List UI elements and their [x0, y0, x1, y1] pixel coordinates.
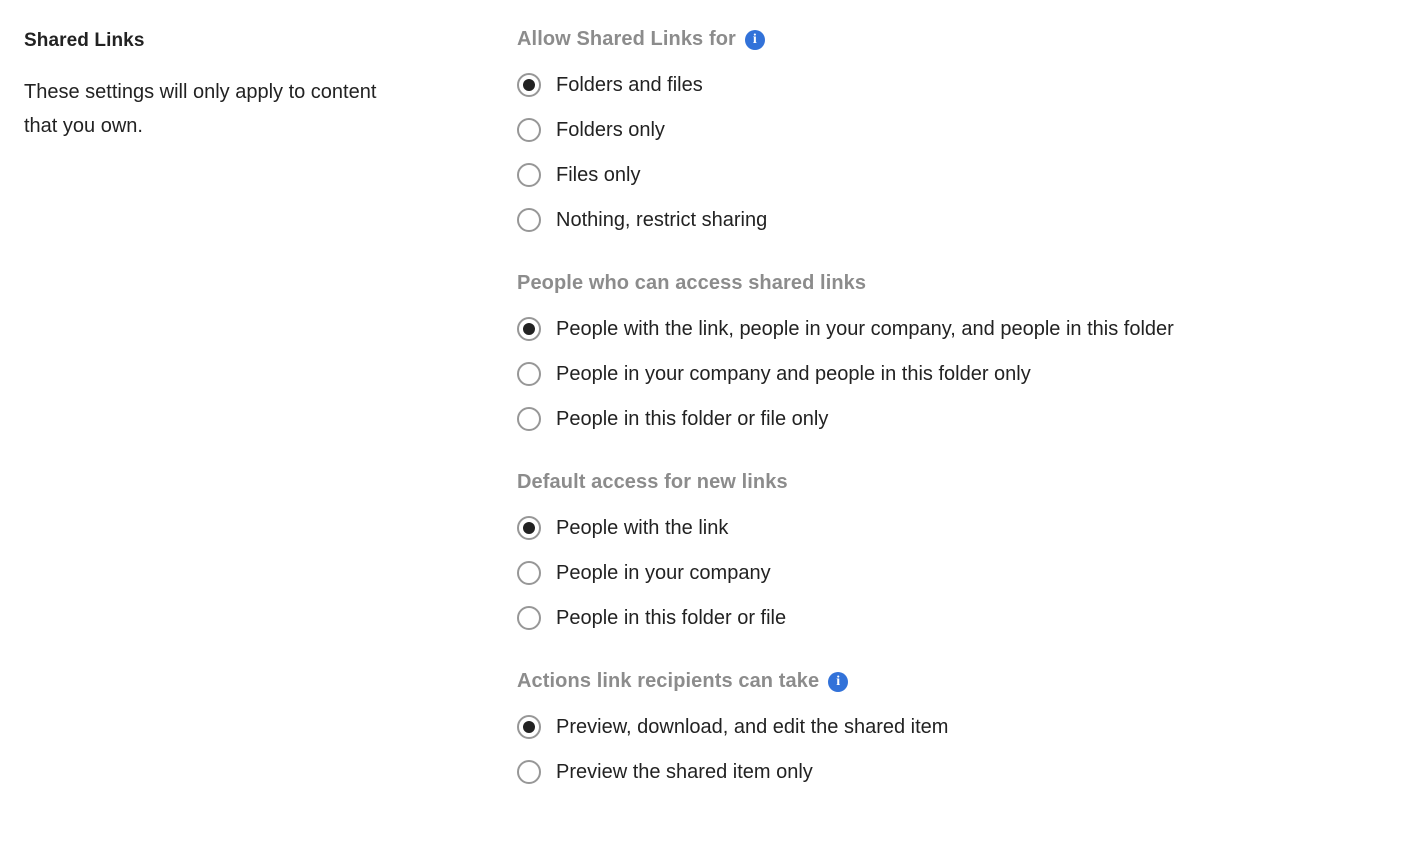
- radio-button[interactable]: [517, 317, 541, 341]
- info-icon[interactable]: i: [745, 30, 765, 50]
- radio-dot: [523, 567, 535, 579]
- radio-option-folder-or-file-only[interactable]: [517, 407, 1408, 431]
- radio-dot: [523, 721, 535, 733]
- section-title: [517, 670, 1408, 693]
- radio-label: People in this folder or file: [556, 606, 787, 629]
- radio-dot: [523, 79, 535, 91]
- radio-dot: [523, 214, 535, 226]
- radio-button[interactable]: [517, 516, 541, 540]
- section-link-recipient-actions: [517, 670, 1408, 784]
- radio-dot: [523, 522, 535, 534]
- section-title-text: Allow Shared Links for: [517, 28, 736, 50]
- settings-form-column: [517, 0, 1408, 842]
- radio-label: Folders only: [556, 118, 665, 141]
- radio-button[interactable]: [517, 760, 541, 784]
- section-title-text: People who can access shared links: [517, 272, 867, 294]
- section-title: [517, 272, 1408, 295]
- radio-label: Preview the shared item only: [556, 760, 813, 783]
- radio-dot: [523, 413, 535, 425]
- radio-dot: [523, 368, 535, 380]
- radio-label: People with the link: [556, 516, 729, 539]
- radio-button[interactable]: [517, 118, 541, 142]
- info-icon[interactable]: i: [828, 672, 848, 692]
- settings-description-column: [0, 0, 517, 842]
- radio-button[interactable]: [517, 163, 541, 187]
- radio-button[interactable]: [517, 407, 541, 431]
- radio-option-link-company-folder[interactable]: [517, 317, 1408, 341]
- radio-label: Folders and files: [556, 73, 703, 96]
- radio-dot: [523, 124, 535, 136]
- radio-dot: [523, 766, 535, 778]
- section-access-shared-links: [517, 272, 1408, 431]
- section-title-text: Default access for new links: [517, 471, 788, 493]
- radio-label: Preview, download, and edit the shared item: [556, 715, 949, 738]
- radio-button[interactable]: [517, 73, 541, 97]
- radio-option-nothing-restrict-sharing[interactable]: [517, 208, 1408, 232]
- radio-label: Nothing, restrict sharing: [556, 208, 768, 231]
- radio-option-people-in-company[interactable]: [517, 561, 1408, 585]
- page-description: These settings will only apply to content that you own.: [24, 81, 377, 137]
- radio-option-preview-download-edit[interactable]: [517, 715, 1408, 739]
- radio-button[interactable]: [517, 606, 541, 630]
- section-title: [517, 471, 1408, 494]
- section-title-text: Actions link recipients can take: [517, 670, 820, 692]
- radio-option-folders-only[interactable]: [517, 118, 1408, 142]
- section-allow-shared-links: [517, 28, 1408, 232]
- radio-dot: [523, 323, 535, 335]
- radio-label: People with the link, people in your company, and people in this folder: [556, 317, 1174, 340]
- radio-label: People in your company and people in this folder only: [556, 362, 1031, 385]
- radio-dot: [523, 169, 535, 181]
- radio-label: People in this folder or file only: [556, 407, 829, 430]
- radio-label: People in your company: [556, 561, 771, 584]
- radio-option-preview-only[interactable]: [517, 760, 1408, 784]
- section-default-access: [517, 471, 1408, 630]
- radio-option-files-only[interactable]: [517, 163, 1408, 187]
- radio-option-people-with-link[interactable]: [517, 516, 1408, 540]
- radio-button[interactable]: [517, 561, 541, 585]
- radio-option-company-and-folder-only[interactable]: [517, 362, 1408, 386]
- radio-button[interactable]: [517, 362, 541, 386]
- radio-dot: [523, 612, 535, 624]
- section-title: [517, 28, 1408, 51]
- radio-option-folders-and-files[interactable]: [517, 73, 1408, 97]
- page-title: Shared Links: [24, 30, 145, 51]
- radio-button[interactable]: [517, 208, 541, 232]
- radio-button[interactable]: [517, 715, 541, 739]
- radio-label: Files only: [556, 163, 641, 186]
- radio-option-people-in-folder-or-file[interactable]: [517, 606, 1408, 630]
